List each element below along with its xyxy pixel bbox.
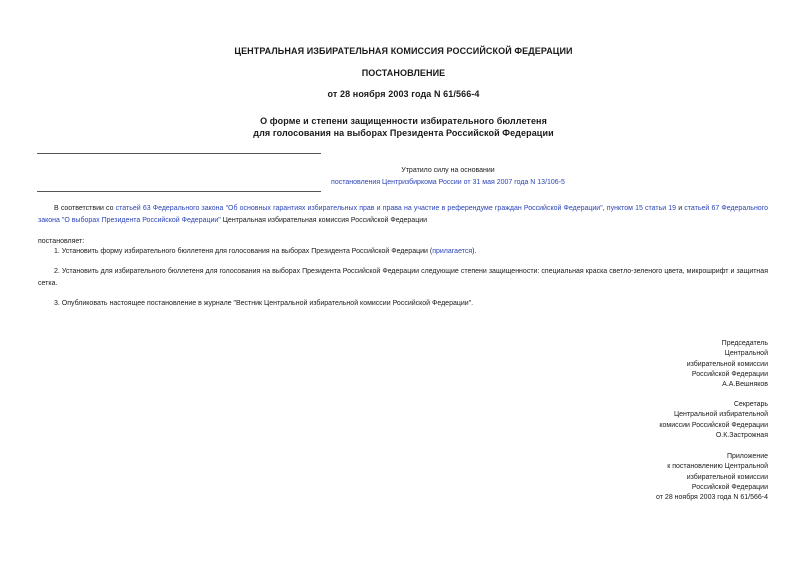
document-date-number: от 28 ноября 2003 года N 61/566-4 (327, 89, 480, 99)
status-link[interactable]: постановления Центризбиркома России от 31 мая 2007 года N 13/106-5 (331, 179, 565, 186)
resolves-label: постановляет: (38, 238, 85, 245)
commission-heading: ЦЕНТРАЛЬНАЯ ИЗБИРАТЕЛЬНАЯ КОМИССИЯ РОССИЙСКОЙ ФЕДЕРАЦИИ (234, 46, 573, 56)
divider-top (37, 153, 321, 154)
link-article-19-point-15[interactable]: пунктом 15 статьи 19 (606, 205, 677, 212)
item-1 (38, 246, 768, 258)
document-type: ПОСТАНОВЛЕНИЕ (361, 68, 446, 78)
preamble-text-2: , (602, 205, 607, 212)
link-federal-law-article-63[interactable]: статьей 63 Федерального закона "Об основных гарантиях избирательных прав и права на участие в референдуме граждан Российской Федерации" (115, 205, 603, 212)
document-title-line-2: для голосования на выборах Президента Российской Федерации (253, 128, 554, 138)
link-presidential-election-law-article-67[interactable]: статьей 67 Федерального закона "О выборах Президента Российской Федерации" (38, 205, 768, 224)
secretary-signature: Секретарь Центральной избирательной комиссии Российской Федерации О.К.Застрожная (659, 401, 768, 439)
preamble-paragraph (38, 203, 768, 227)
preamble-text-1: В соответствии со (54, 205, 116, 212)
item-1-end: ). (472, 248, 477, 255)
divider-bottom (37, 191, 321, 192)
status-note (320, 165, 576, 189)
link-attached-form[interactable]: прилагается (432, 248, 473, 255)
item-1-text: 1. Установить форму избирательного бюллетеня для голосования на выборах Президента Российской Федерации ( (54, 248, 433, 255)
chair-signature: Председатель Центральной избирательной комиссии Российской Федерации А.А.Вешняков (686, 340, 768, 389)
status-line: Утратило силу на основании (401, 167, 495, 174)
preamble-text-3: и (676, 205, 685, 212)
document-title-line-1: О форме и степени защищенности избирательного бюллетеня (260, 116, 547, 126)
preamble-text-4: Центральная избирательная комиссия Российской Федерации (220, 217, 428, 224)
item-2: 2. Установить для избирательного бюллетеня для голосования на выборах Президента Российской Федерации следующие степени защищенности: специальная краска светло-зеленого цвета, микрошрифт и защитная сетка. (38, 268, 768, 287)
item-3: 3. Опубликовать настоящее постановление в журнале "Вестник Центральной избирательной комиссии Российской Федерации". (54, 300, 474, 307)
appendix-note: Приложение к постановлению Центральной избирательной комиссии Российской Федерации от 28 ноября 2003 года N 61/566-4 (656, 453, 768, 502)
